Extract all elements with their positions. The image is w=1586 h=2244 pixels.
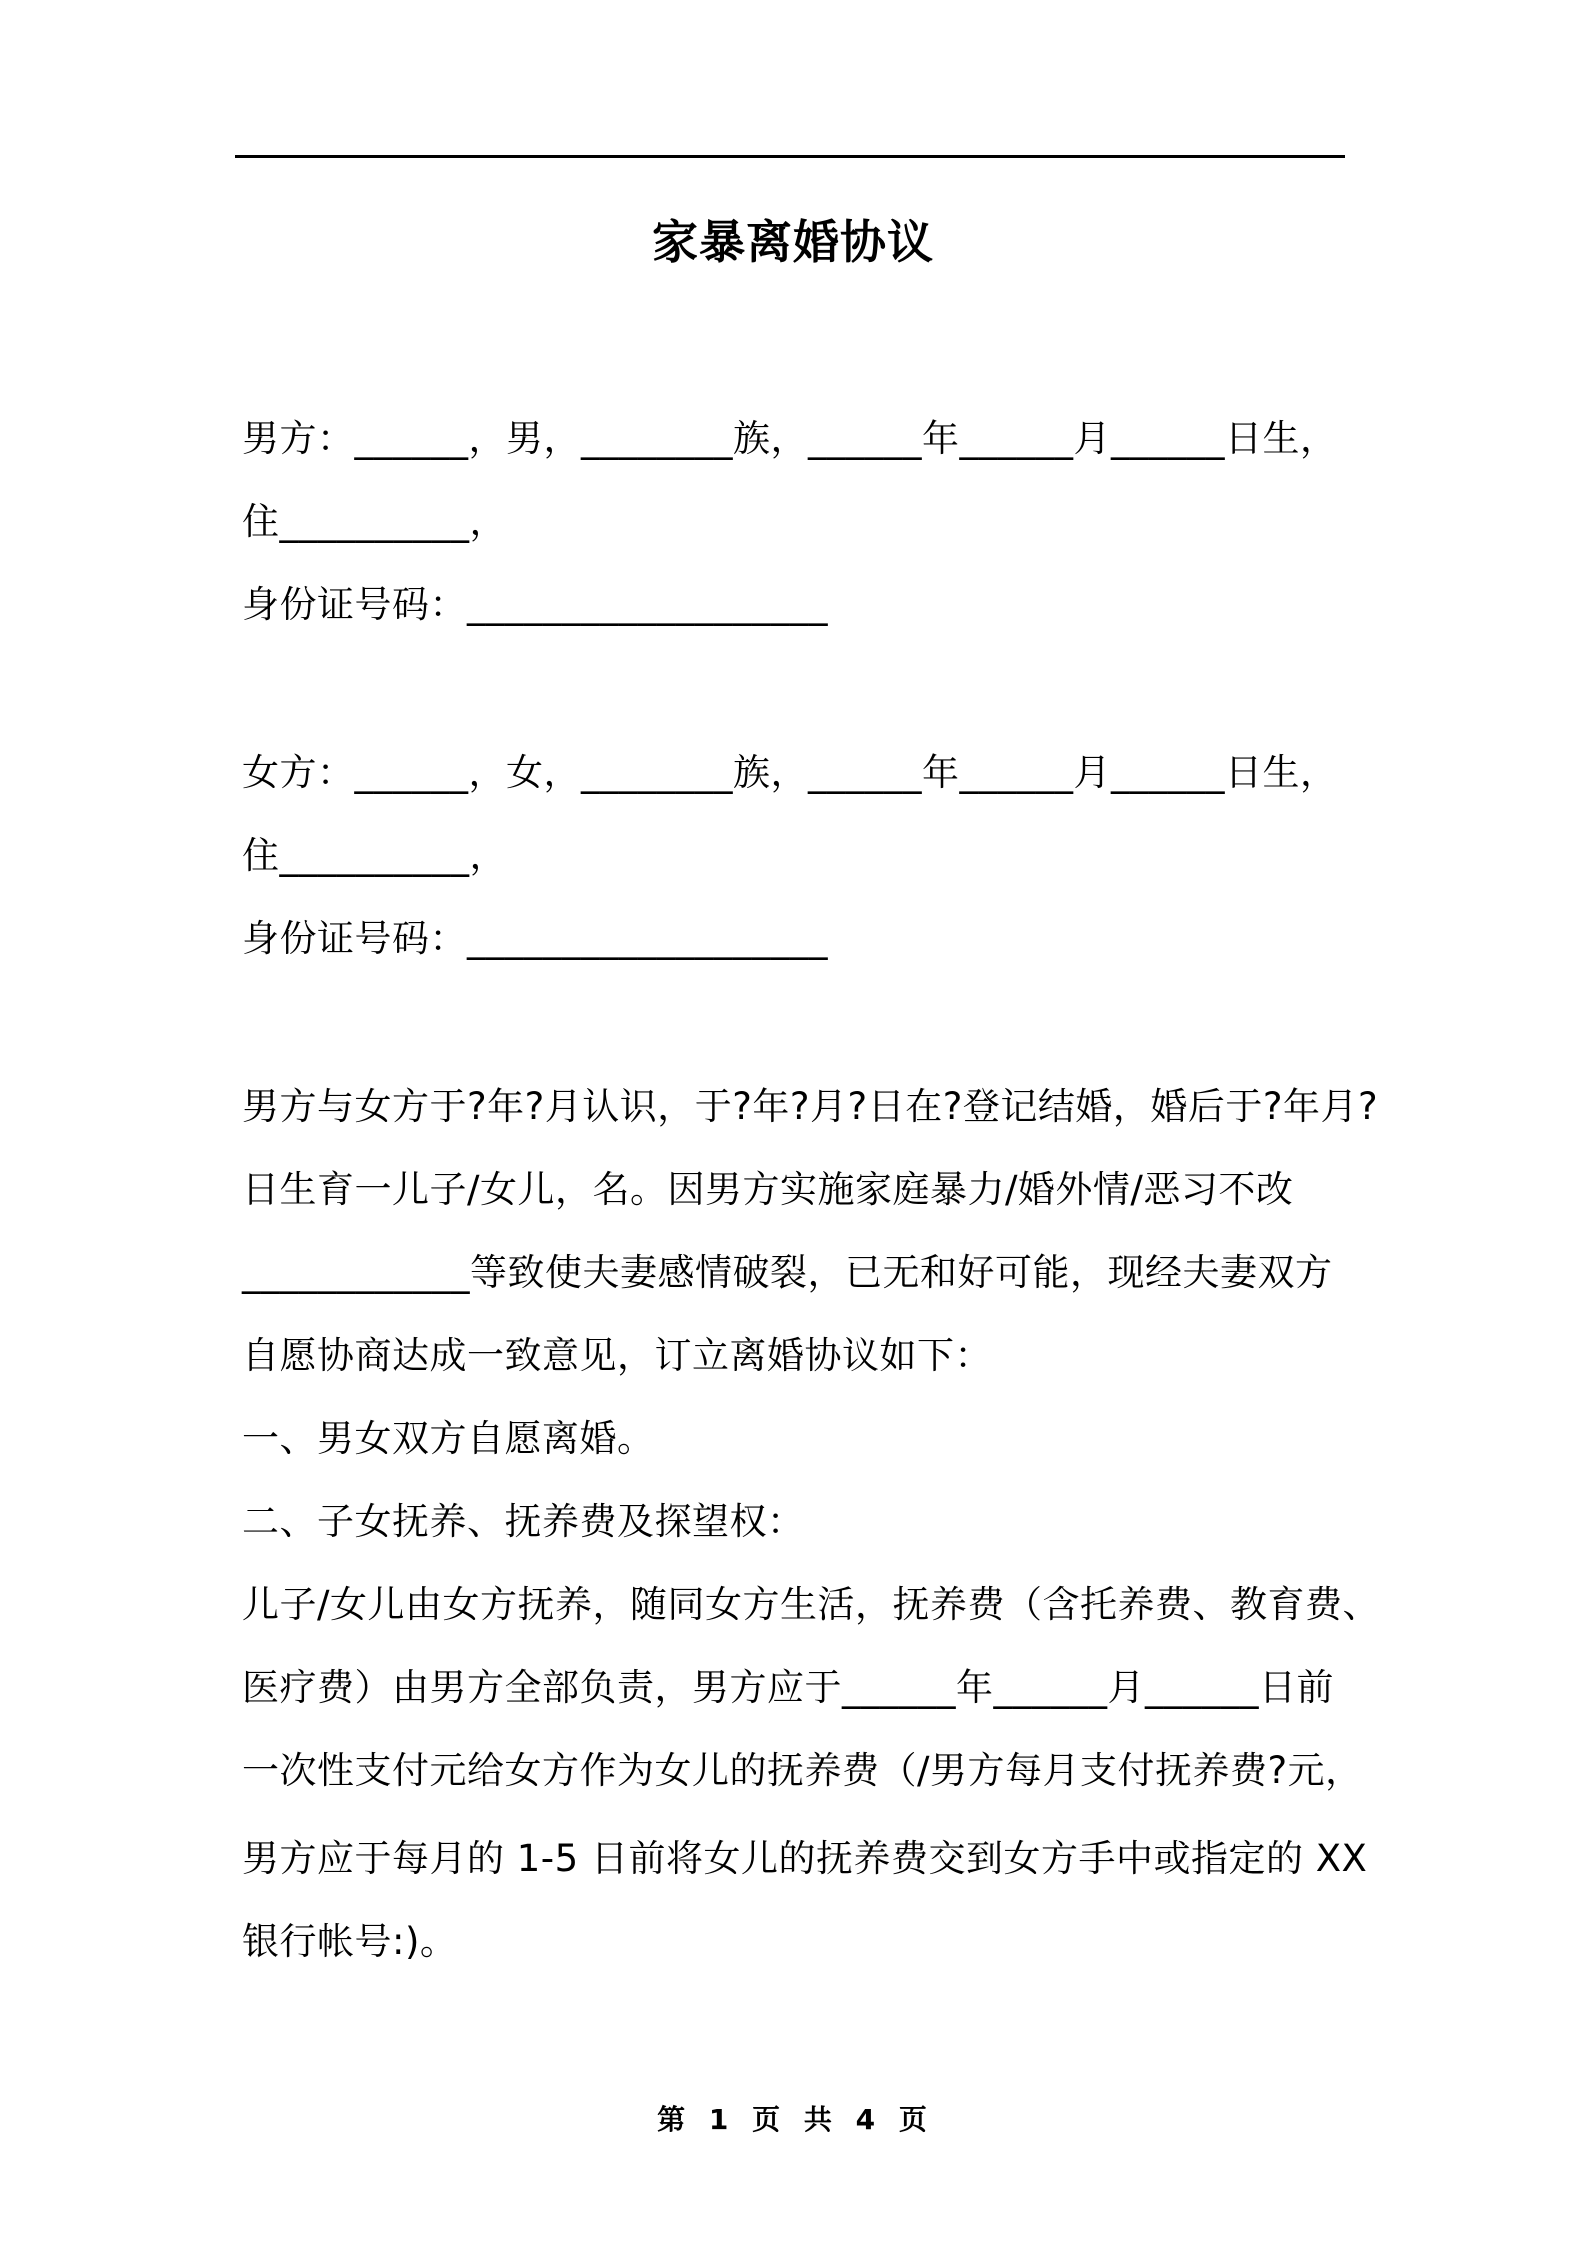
header-rule	[235, 155, 1345, 158]
clause-heading-2: 二、子女抚养、抚养费及探望权：	[242, 1500, 805, 1543]
body-line: 男方与女方于?年?月认识，于?年?月?日在?登记结婚，婚后于?年月?	[242, 1085, 1379, 1128]
body-line: ____________等致使夫妻感情破裂，已无和好可能，现经夫妻双方	[242, 1251, 1333, 1294]
page-number: 第 1 页 共 4 页	[657, 2103, 929, 2136]
husband-info-line: 男方：______，男，________族，______年______月______日生，	[242, 417, 1338, 460]
body-line: 一次性支付元给女方作为女儿的抚养费（/男方每月支付抚养费?元，	[242, 1749, 1363, 1792]
body-line: 医疗费）由男方全部负责，男方应于______年______月______日前	[242, 1666, 1334, 1709]
body-line: 男方应于每月的 1-5 日前将女儿的抚养费交到女方手中或指定的 XX	[242, 1837, 1368, 1880]
body-line: 儿子/女儿由女方抚养，随同女方生活，抚养费（含托养费、教育费、	[242, 1583, 1380, 1626]
body-line: 银行帐号:)。	[242, 1920, 458, 1963]
wife-address-line: 住__________，	[242, 834, 507, 877]
wife-info-line: 女方：______，女，________族，______年______月______日生，	[242, 751, 1338, 794]
clause-heading-1: 一、男女双方自愿离婚。	[242, 1417, 655, 1460]
wife-id-line: 身份证号码：___________________	[242, 917, 828, 960]
document-title: 家暴离婚协议	[652, 215, 934, 269]
body-line: 自愿协商达成一致意见，订立离婚协议如下：	[242, 1334, 992, 1377]
husband-id-line: 身份证号码：___________________	[242, 583, 828, 626]
body-line: 日生育一儿子/女儿，名。因男方实施家庭暴力/婚外情/恶习不改	[242, 1168, 1294, 1211]
husband-address-line: 住__________，	[242, 500, 507, 543]
